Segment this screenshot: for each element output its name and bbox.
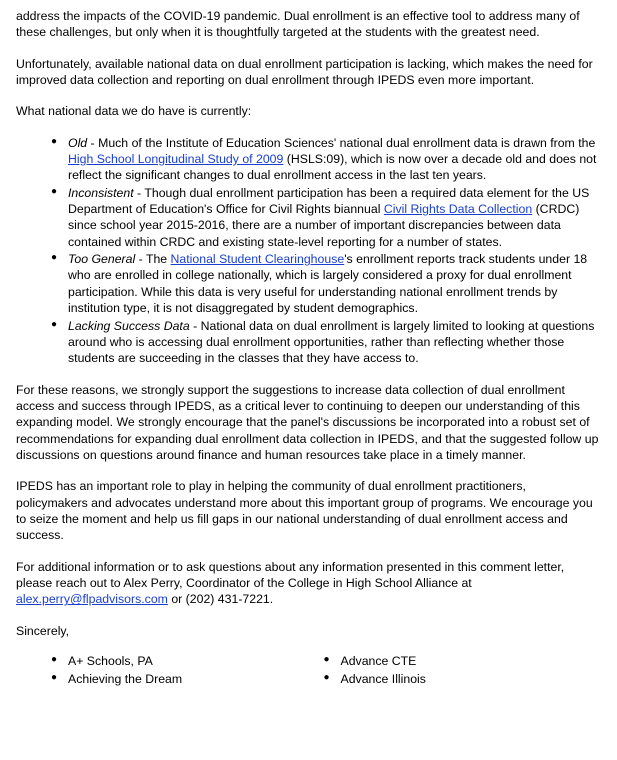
list-item xyxy=(68,135,601,184)
contact-text-after-email: or (202) 431-7221. xyxy=(167,592,274,607)
bullet-term: Old xyxy=(68,135,88,150)
bullet-dash: - xyxy=(189,318,201,333)
paragraph-continued: address the impacts of the COVID-19 pandemic. Dual enrollment is an effective tool to address many of these challenges, but only when it is thoughtfully targeted at the students with the greatest need. xyxy=(16,9,580,40)
bullet-dash: - xyxy=(133,185,145,200)
paragraph-support-ipeds: For these reasons, we strongly support the suggestions to increase data collection of dual enrollment access and success through IPEDS, as a critical lever to continuing to deepen our understanding of this expanding model. We strongly encourage that the panel's discussions be incorporated into a robust set of recommendations for expanding dual enrollment data collection in IPEDS, and that the suggested follow up discussions on questions around finance and human resources take place in a timely manner. xyxy=(16,382,599,462)
paragraph-national-data-lacking: Unfortunately, available national data on dual enrollment participation is lacking, which makes the need for improved data collection and reporting on dual enrollment through IPEDS even more important. xyxy=(16,56,593,88)
bullet-text-after-link: (HSLS:09), which is now over a decade old and does not reflect the significant changes to dual enrollment access in the last ten years. xyxy=(68,152,597,183)
list-item: ● A+ Schools, PA xyxy=(68,653,309,669)
signoff: Sincerely, xyxy=(16,623,70,638)
list-item xyxy=(68,251,601,316)
bullet-dash: - The xyxy=(135,252,171,267)
bullet-term: Too General xyxy=(68,252,136,267)
list-item: ● Achieving the Dream xyxy=(68,671,309,687)
bullet-dash: - xyxy=(87,135,99,150)
signers-list xyxy=(16,653,601,690)
email-link[interactable]: alex.perry@flpadvisors.com xyxy=(16,592,168,607)
list-item: ● Advance Illinois xyxy=(341,671,602,687)
signers-column-one xyxy=(16,653,309,690)
bullet-text-after-link: 's enrollment reports track students under 18 who are enrolled in college nationally, which is largely considered a proxy for dual enrollment participation. While this data is very useful for understanding national enrollment trends by institution type, it is not disaggregated by student demographics. xyxy=(68,252,588,316)
paragraph-list-intro: What national data we do have is currently: xyxy=(16,104,252,119)
clearinghouse-link[interactable]: National Student Clearinghouse xyxy=(170,252,345,267)
bullet-text-before-link: National data on dual enrollment is largely limited to looking at questions around who is accessing dual enrollment opportunities, rather than reflecting whether those students are succeeding in the classes that they have access to. xyxy=(68,318,595,366)
contact-text-before-email: For additional information or to ask questions about any information presented in this comment letter, please reach out to Alex Perry, Coordinator of the College in High School Alliance at xyxy=(16,559,565,590)
paragraph-contact-info xyxy=(16,559,601,608)
list-item: ● Advance CTE xyxy=(341,653,602,669)
paragraph-ipeds-role: IPEDS has an important role to play in helping the community of dual enrollment practitioners, policymakers and advocates understand more about this important group of programs. We encourage you to seize the moment and help us fill gaps in our national understanding of dual enrollment access and success. xyxy=(16,479,593,543)
list-item xyxy=(68,185,601,250)
bullet-term: Inconsistent xyxy=(68,185,134,200)
data-limitations-list xyxy=(16,135,601,367)
bullet-text-after-link: (CRDC) since school year 2015-2016, there are a number of important discrepancies between data contained within CRDC and existing state-level reporting for a number of states. xyxy=(68,202,580,249)
bullet-term: Lacking Success Data xyxy=(68,318,190,333)
bullet-text-before-link: Though dual enrollment participation has been a required data element for the US Department of Education's Office for Civil Rights biannual xyxy=(68,185,590,217)
crdc-link[interactable]: Civil Rights Data Collection xyxy=(383,202,533,217)
signers-column-two xyxy=(309,653,602,690)
hsls-link[interactable]: High School Longitudinal Study of 2009 xyxy=(68,152,284,167)
list-item xyxy=(68,318,601,367)
bullet-text-before-link: Much of the Institute of Education Sciences' national dual enrollment data is drawn from the xyxy=(98,135,596,150)
